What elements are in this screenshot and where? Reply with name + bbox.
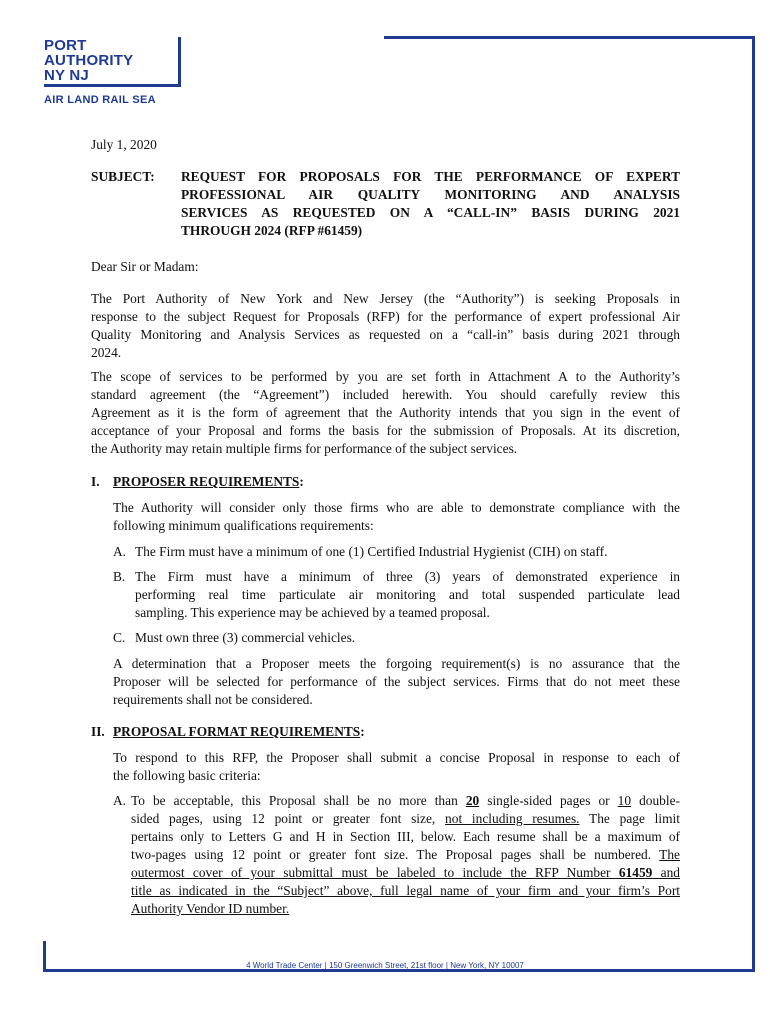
subject-line: REQUEST FOR PROPOSALS FOR THE PERFORMANCE OF EXPERT <box>181 169 680 184</box>
list-item-letter: B. <box>113 569 126 584</box>
port-authority-logo <box>44 37 184 107</box>
list-item-text: title as indicated in the “Subject” above, full legal name of your firm and your firm’s Port <box>131 883 680 898</box>
paragraph-line: acceptance of your Proposal and forms the basis for the submission of Proposals. At its discretion, <box>91 423 680 438</box>
rfp-number: 61459 <box>618 865 653 880</box>
section-1-heading-text: PROPOSER REQUIREMENTS <box>113 474 300 489</box>
page-limit-single: 20 <box>465 793 480 808</box>
subject-line: SERVICES AS REQUESTED ON A “CALL-IN” BASIS DURING 2021 <box>181 205 680 220</box>
section-2-heading-colon: : <box>360 724 365 739</box>
list-item-text: Must own three (3) commercial vehicles. <box>135 630 356 645</box>
list-item-text: sampling. This experience may be achieved by a teamed proposal. <box>135 605 490 620</box>
list-item-letter: A. <box>113 793 127 808</box>
paragraph-line: The scope of services to be performed by you are set forth in Attachment A to the Authority’s <box>91 369 680 384</box>
subject-line: PROFESSIONAL AIR QUALITY MONITORING AND ANALYSIS <box>181 187 680 202</box>
list-item-text: pertains only to Letters G and H in Section III, below. Each resume shall be a maximum of <box>131 829 680 844</box>
section-1-closing-line: A determination that a Proposer meets the forgoing requirement(s) is no assurance that the <box>113 656 680 671</box>
section-1-heading-colon: : <box>299 474 304 489</box>
frame-border-right <box>752 36 755 972</box>
logo-line-2: AUTHORITY <box>44 52 134 69</box>
text-run: and <box>652 865 681 880</box>
section-1-closing-line: requirements shall not be considered. <box>113 692 313 707</box>
logo-line-1: PORT <box>44 37 87 54</box>
letter-date: July 1, 2020 <box>91 137 157 152</box>
subject-line: THROUGH 2024 (RFP #61459) <box>181 223 363 238</box>
section-2-heading <box>113 723 365 741</box>
section-2-number: II. <box>91 724 105 739</box>
list-item-text: performing real time particulate air monitoring and total suspended particulate lead <box>135 587 680 602</box>
section-1-intro-line: The Authority will consider only those firms who are able to demonstrate compliance with the <box>113 500 680 515</box>
paragraph-line: response to the subject Request for Proposals (RFP) for the performance of expert professional Air <box>91 309 680 324</box>
paragraph-line: standard agreement (the “Agreement”) included herewith. You should carefully review this <box>91 387 680 402</box>
text-run: double- <box>631 793 680 808</box>
list-item-text: Authority Vendor ID number. <box>131 901 290 916</box>
section-2-heading-text: PROPOSAL FORMAT REQUIREMENTS <box>113 724 361 739</box>
section-1-number: I. <box>91 474 100 489</box>
list-item-text <box>131 792 680 810</box>
section-2-intro-line: To respond to this RFP, the Proposer shall submit a concise Proposal in response to each of <box>113 750 680 765</box>
text-run: The <box>659 847 680 862</box>
salutation: Dear Sir or Madam: <box>91 259 199 274</box>
text-run: To be acceptable, this Proposal shall be no more than <box>131 793 466 808</box>
list-item-text <box>131 864 680 882</box>
list-item-text <box>131 810 680 828</box>
text-run: single-sided pages or <box>479 793 618 808</box>
section-1-heading <box>113 473 304 491</box>
list-item-letter: A. <box>113 544 127 559</box>
resumes-exclusion: not including resumes. <box>445 811 580 826</box>
paragraph-line: the Authority may retain multiple firms for performance of the subject services. <box>91 441 518 456</box>
text-run: two-pages using 12 point or greater font size. The Proposal pages shall be numbered. <box>131 847 660 862</box>
section-1-closing-line: Proposer will be selected for performance of the subject services. Firms that do not meet these <box>113 674 680 689</box>
list-item-text: The Firm must have a minimum of three (3) years of demonstrated experience in <box>135 569 680 584</box>
text-run: sided pages, using 12 point or greater font size, <box>131 811 446 826</box>
subject-label: SUBJECT: <box>91 169 155 184</box>
paragraph-line: Quality Monitoring and Analysis Services as requested on a “call-in” basis during 2021 through <box>91 327 680 342</box>
list-item-letter: C. <box>113 630 126 645</box>
footer-address: 4 World Trade Center | 150 Greenwich Street, 21st floor | New York, NY 10007 <box>246 961 524 970</box>
list-item-text: The Firm must have a minimum of one (1) Certified Industrial Hygienist (CIH) on staff. <box>135 544 608 559</box>
paragraph-line: Agreement as it is the form of agreement that the Authority intends that you sign in the event of <box>91 405 680 420</box>
list-item-text <box>131 846 680 864</box>
paragraph-line: The Port Authority of New York and New Jersey (the “Authority”) is seeking Proposals in <box>91 291 680 306</box>
section-1-intro-line: following minimum qualifications requirements: <box>113 518 374 533</box>
section-2-intro-line: the following basic criteria: <box>113 768 261 783</box>
text-run: The page limit <box>579 811 680 826</box>
page-limit-double: 10 <box>617 793 632 808</box>
logo-tagline: AIR LAND RAIL SEA <box>44 94 156 106</box>
frame-border-top <box>384 36 755 39</box>
paragraph-line: 2024. <box>91 345 122 360</box>
logo-line-3: NY NJ <box>44 67 89 84</box>
text-run: outermost cover of your submittal must be labeled to include the RFP Number <box>131 865 619 880</box>
